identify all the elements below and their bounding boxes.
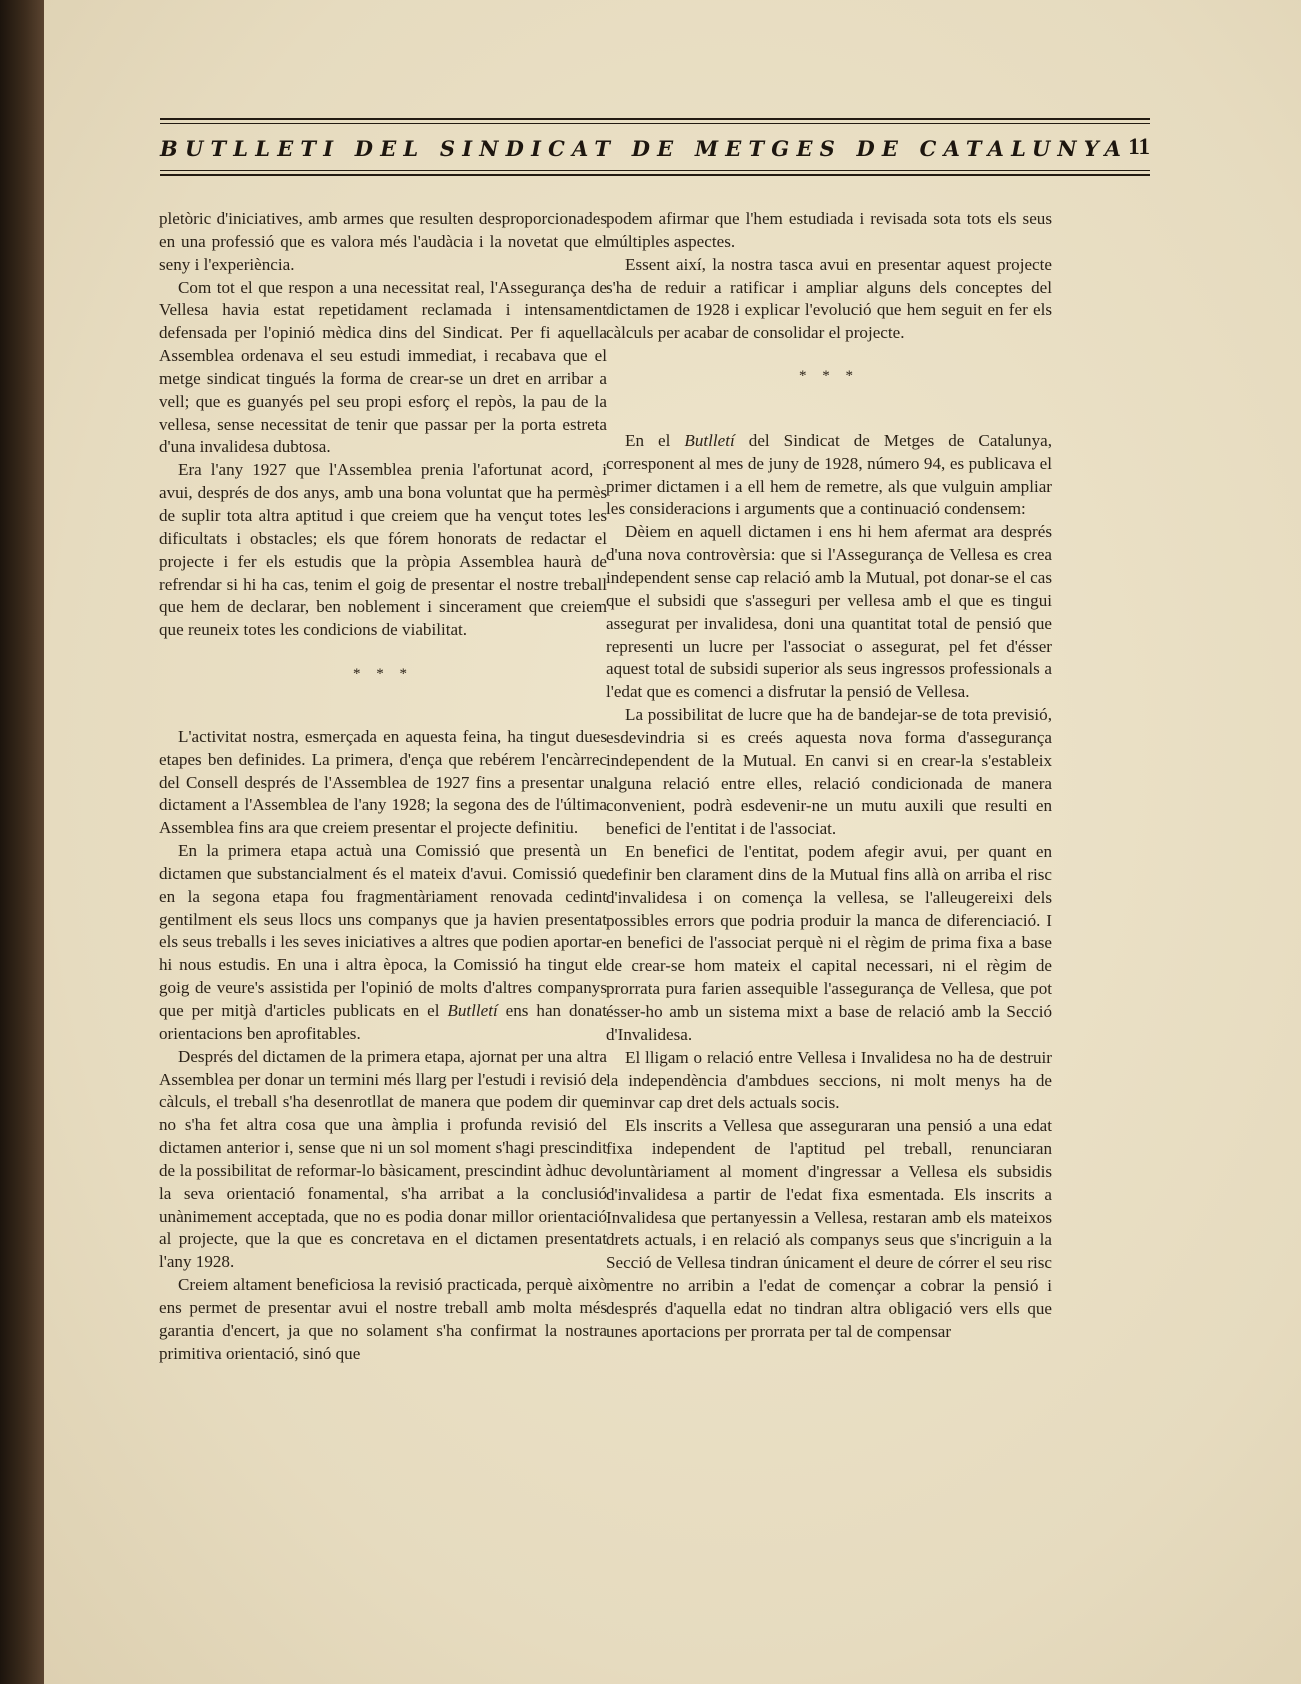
text-run: En la primera etapa actuà una Comissió que presentà un dictamen que substancialment és el mateix d'avui. Comissió que en la segona etapa fou fragmentàriament renovada cedint gentilment els seus llocs uns companys que ja havien presentat els seus treballs i les seves iniciatives a altres que podien aportar-hi nous estudis. En una i altra època, la Comissió ha tingut el goig de veure's assistida per l'opinió de molts d'altres companys que per mitjà d'articles publicats en el [159, 841, 607, 1020]
paragraph: Després del dictamen de la primera etapa, ajornat per una altra Assemblea per donar un termini més llarg per l'estudi i revisió de càlculs, el treball s'ha desenrotllat de manera que podem dir que no s'ha fet altra cosa que una àmplia i profunda revisió del dictamen anterior i, sense que ni un sol moment s'hagi prescindit de la possibilitat de reformar-lo bàsicament, prescindint àdhuc de la seva orientació fonamental, s'ha arribat a la conclusió unànimement acceptada, que no es podia donar millor orientació al projecte, que la que es concretava en el dictamen presentat l'any 1928. [159, 1046, 607, 1272]
paragraph: pletòric d'iniciatives, amb armes que resulten desproporcionades en una professió que es valora més l'audàcia i la novetat que el seny i l'experiència. [159, 209, 607, 274]
right-column [606, 208, 1052, 1344]
masthead [160, 118, 1150, 180]
paragraph: El lligam o relació entre Vellesa i Invalidesa no ha de destruir la independència d'ambdues seccions, ni molt menys ha de minvar cap dret dels actuals socis. [606, 1047, 1052, 1113]
paragraph: En benefici de l'entitat, podem afegir avui, per quant en definir ben clarament dins de la Mutual fins allà on arriba el risc d'invalidesa i on comença la vellesa, se l'alleugereixi dels possibles errors que podria produir la manca de diferenciació. I en benefici de l'associat perquè ni el règim de prima fixa a base de crear-se hom mateix el capital necessari, ni el règim de prorrata pura farien assequible l'assegurança de Vellesa, que pot ésser-ho amb un sistema mixt a base de relació amb la Secció d'Invalidesa. [606, 842, 1052, 1044]
section-separator: * * * [799, 368, 859, 385]
paragraph: Com tot el que respon a una necessitat real, l'Assegurança de Vellesa havia estat repetidament reclamada i intensament defensada per l'opinió mèdica dins del Sindicat. Per fi aquella Assemblea ordenava el seu estudi immediat, i recabava que el metge sindicat tingués la forma de crear-se un dret en arribar a vell; que es guanyés pel seu propi esforç el repòs, la pau de la vellesa, sense necessitat de tenir que passar per la porta estreta d'una invalidesa dubtosa. [159, 277, 607, 457]
paragraph: Essent així, la nostra tasca avui en presentar aquest projecte s'ha de reduir a ratificar i ampliar alguns dels conceptes del dictamen de 1928 i explicar l'evolució que hem seguit en fer els càlculs per acabar de consolidar el projecte. [606, 254, 1052, 343]
text-run: del Sindicat de Metges de Catalunya, corresponent al mes de juny de 1928, número 94, es publicava el primer dictamen i a ell hem de remetre, als que vulguin ampliar les consideracions i arguments que a continuació condensem: [606, 430, 1053, 519]
paragraph: Creiem altament beneficiosa la revisió practicada, perquè això ens permet de presentar avui el nostre treball amb molta més garantia d'encert, ja que no solament s'ha confirmat la nostra primitiva orientació, sinó que [159, 1275, 607, 1363]
paragraph [159, 840, 607, 1046]
masthead-top-rule [160, 118, 1150, 124]
paragraph: L'activitat nostra, esmerçada en aquesta feina, ha tingut dues etapes ben definides. La primera, d'ença que rebérem l'encàrrec del Consell després de l'Assemblea de 1927 fins a presentar un dictament a l'Assemblea de l'any 1928; la segona des de l'última Assemblea fins ara que creiem presentar el projecte definitiu. [159, 726, 607, 838]
paragraph [606, 430, 1052, 521]
text-run: En el [625, 430, 685, 450]
paragraph: podem afirmar que l'hem estudiada i revisada sota tots els seus múltiples aspectes. [606, 209, 1052, 251]
text-run: ens han donat orientacions ben aprofitables. [159, 1001, 608, 1043]
page-number: 11 [1128, 134, 1150, 159]
paragraph: Dèiem en aquell dictamen i ens hi hem afermat ara després d'una nova controvèrsia: que si l'Assegurança de Vellesa es crea independent sense cap relació amb la Mutual, pot donar-se el cas que el subsidi que s'asseguri per vellesa amb el que es tingui assegurat per invalidesa, doni una quantitat total de pensió que representi un lucre per l'associat o assegurat, pel fet d'ésser aquest total de subsidi superior als seus ingressos professionals a l'edat que es comenci a disfrutar la pensió de Vellesa. [606, 522, 1052, 702]
journal-name-italic: Butlletí [684, 430, 735, 450]
journal-title: BUTLLETI DEL SINDICAT DE METGES DE CATALUNYA [160, 136, 1129, 161]
journal-name-italic: Butlletí [447, 1001, 498, 1020]
paragraph: Era l'any 1927 que l'Assemblea prenia l'afortunat acord, i avui, després de dos anys, amb una bona voluntat que ha permès de suplir tota altra aptitud i que creiem que ha vençut totes les dificultats i obstacles; els que fórem honorats de redactar el projecte i fer els estudis que la pròpia Assemblea haurà de refrendar si hi ha cas, tenim el goig de presentar el nostre treball que hem de declarar, ben noblement i sincerament que creiem que reuneix totes les condicions de viabilitat. [159, 460, 607, 640]
left-column [159, 208, 607, 1366]
paragraph: Els inscrits a Vellesa que asseguraran una pensió a una edat fixa independent de l'aptitud pel treball, renunciaran voluntàriament al moment d'ingressar a Vellesa els subsidis d'invalidesa a partir de l'edat fixa esmentada. Els inscrits a Invalidesa que pertanyessin a Vellesa, restaran amb els mateixos drets actuals, i en relació als companys seus que s'incriguin a la Secció de Vellesa tindran únicament el deure de córrer el seu risc mentre no arribin a l'edat de començar a cobrar la pensió i després d'aquella edat no tindran altra obligació vers ells que unes aportacions per prorrata per tal de compensar [606, 1116, 1052, 1341]
paragraph: La possibilitat de lucre que ha de bandejar-se de tota previsió, esdevindria si es creés aquesta nova forma d'assegurança independent de la Mutual. En canvi si en crear-la s'estableix alguna relació entre elles, relació condicionada de manera convenient, podrà esdevenir-ne un mutu auxili que resulti en benefici de l'entitat i de l'associat. [606, 705, 1052, 839]
book-binding-edge [0, 0, 44, 1684]
masthead-bottom-rule [160, 170, 1150, 176]
section-separator: * * * [353, 666, 413, 683]
